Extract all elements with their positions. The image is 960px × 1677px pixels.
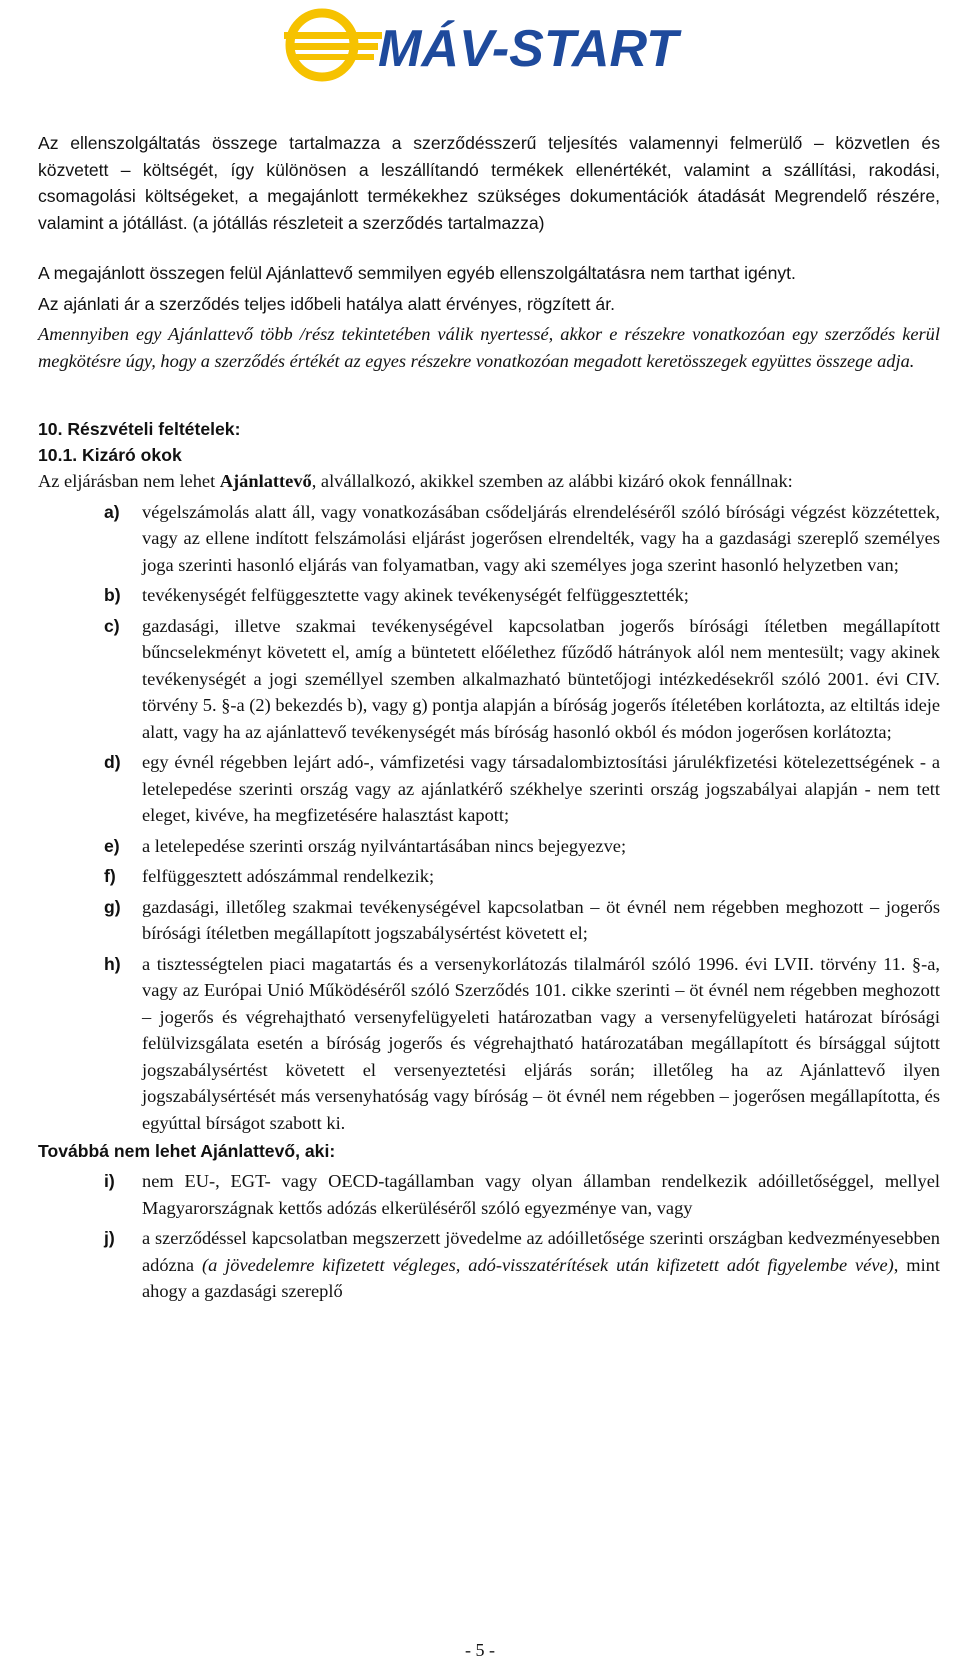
paragraph-multiple-parts: Amennyiben egy Ajánlattevő több /rész tekintetében válik nyertessé, akkor e részekre vonatkozóan egy szerződés kerül megkötésre úgy, hogy a szerződés értékét az egyes részekre vonatkozóan megadott keretösszegek együttes összege adja. [38,324,940,371]
list-item-text: végelszámolás alatt áll, vagy vonatkozásában csődeljárás elrendeléséről szóló bírósági végzést közzétettek, vagy az ellene indított felszámolási eljárást jogerősen elrendelték, vagy ha a gazdasági szereplő személyes joga szerinti hasonló eljárás van folyamatban, vagy aki személyes joga szerint hasonló helyzetben van; [142,501,940,575]
exclusion-list [38,499,940,1137]
list-item [38,1225,940,1305]
list-item [38,833,940,860]
list-item-text: a letelepedése szerinti ország nyilvántartásában nincs bejegyezve; [142,835,627,856]
list-item-text: a tisztességtelen piaci magatartás és a versenykorlátozás tilalmáról szóló 1996. évi LVII. törvény 11. §-a, vagy az Európai Unió Működéséről szóló Szerződés 101. cikke szerinti – öt évnél nem régebben meghozott – jogerős és végrehajtható versenyfelügyeleti határozatban vagy a versenyfelügyeleti határozat bírósági felülvizsgálata esetén a bíróság jogerős és végrehajtható határozatában megállapított és bírsággal sújtott jogszabálysértést követett el versenyeztetési eljárás során; illetőleg ha az Ajánlattevő ilyen jogszabálysértését más versenyhatóság vagy bíróság – öt évnél nem régebben – jogerősen megállapította, és egyúttal bírságot szabott ki. [142,953,940,1133]
page-number: - 5 - [465,1640,495,1660]
list-item [38,582,940,609]
paragraph-no-extra-claim: A megajánlott összegen felül Ajánlattevő semmilyen egyéb ellenszolgáltatásra nem tarthat igényt. [38,263,796,283]
list-item [38,613,940,746]
further-exclusions-heading: Továbbá nem lehet Ajánlattevő, aki: [38,1141,336,1161]
mav-start-logo [278,8,688,82]
list-item-text: tevékenységét felfüggesztette vagy akinek tevékenységét felfüggesztették; [142,585,689,605]
list-marker: a) [104,501,120,522]
section-heading-10-1: 10.1. Kizáró okok [38,445,182,465]
list-item [38,1168,940,1221]
list-item [38,863,940,890]
list-item-text: nem EU-, EGT- vagy OECD-tagállamban vagy olyan államban rendelkezik adóilletőséggel, mellyel Magyarországnak kettős adózás elkerüléséről szóló egyezménye van, vagy [142,1171,940,1218]
intro-text-end: , alvállalkozó, akikkel szemben az alábbi kizáró okok fennállnak: [311,471,793,491]
document-body [38,130,940,1305]
item-j-text-end: , mint ahogy a gazdasági szereplő [142,1254,940,1301]
intro-text: Az eljárásban nem lehet [38,471,220,491]
list-item [38,951,940,1137]
list-marker: g) [104,896,121,917]
list-marker: i) [104,1171,115,1191]
paragraph-fixed-price: Az ajánlati ár a szerződés teljes időbeli hatálya alatt érvényes, rögzített ár. [38,293,615,314]
list-marker: h) [104,953,121,974]
intro-bold-term: Ajánlattevő [219,471,312,491]
list-item-text [142,1225,940,1305]
item-j-italic-note: (a jövedelemre kifizetett végleges, adó-visszatérítések után kifizetett adót figyelembe véve) [201,1254,894,1275]
list-marker: j) [104,1228,115,1248]
item-j-text: a szerződéssel kapcsolatban megszerzett jövedelme az adóilletősége szerinti országban kedvezményesebben adózna [142,1228,940,1275]
list-marker: e) [104,835,120,856]
list-item [38,894,940,947]
logo-emblem [284,13,382,77]
list-item-text: gazdasági, illetve szakmai tevékenységével kapcsolatban jogerős bírósági ítéletben megállapított bűncselekményt követett el, amíg a büntetett előélethez fűződő hátrányok alól nem mentesült; vagy akinek tevékenységét a jogi személlyel szemben alkalmazható büntetőjogi intézkedésekről szóló 2001. évi CIV. törvény 5. §-a (2) bekezdés b), vagy g) pontja alapján a bíróság jogerős ítéletében korlátozta, az eltiltás ideje alatt, vagy ha az ajánlattevő tevékenységét más bíróság hasonló okból és módon jogerősen korlátozta; [142,615,940,742]
list-item [38,499,940,579]
list-item-text: egy évnél régebben lejárt adó-, vámfizetési vagy társadalombiztosítási járulékfizetési kötelezettségének - a letelepedése szerinti ország vagy az ajánlatkérő székhelye szerinti ország jogszabályai alapján - nem tett eleget, kivéve, ha megfizetésére halasztást kapott; [142,752,940,825]
list-item-text: gazdasági, illetőleg szakmai tevékenységével kapcsolatban – öt évnél nem régebben meghozott – jogerős bírósági ítéletben megállapított jogszabálysértést követett el; [142,896,940,943]
list-marker: c) [104,615,120,636]
list-marker: d) [104,752,121,772]
list-marker: f) [104,866,116,886]
list-marker: b) [104,585,121,605]
further-exclusion-list [38,1168,940,1305]
logo-text: MÁV-START [378,20,683,78]
list-item [38,749,940,829]
section-heading-10: 10. Részvételi feltételek: [38,419,241,439]
exclusion-intro [38,468,940,495]
list-item-text: felfüggesztett adószámmal rendelkezik; [142,866,435,886]
paragraph-consideration: Az ellenszolgáltatás összege tartalmazza a szerződésszerű teljesítés valamennyi felmerülő – közvetlen és közvetett – költségét, így különösen a leszállítandó termékek ellenértékét, valamint a szállítási, rakodási, csomagolási költségeket, a megajánlott termékekhez szükséges dokumentációk átadását Megrendelő részére, valamint a jótállást. (a jótállás részleteit a szerződés tartalmazza) [38,133,940,233]
